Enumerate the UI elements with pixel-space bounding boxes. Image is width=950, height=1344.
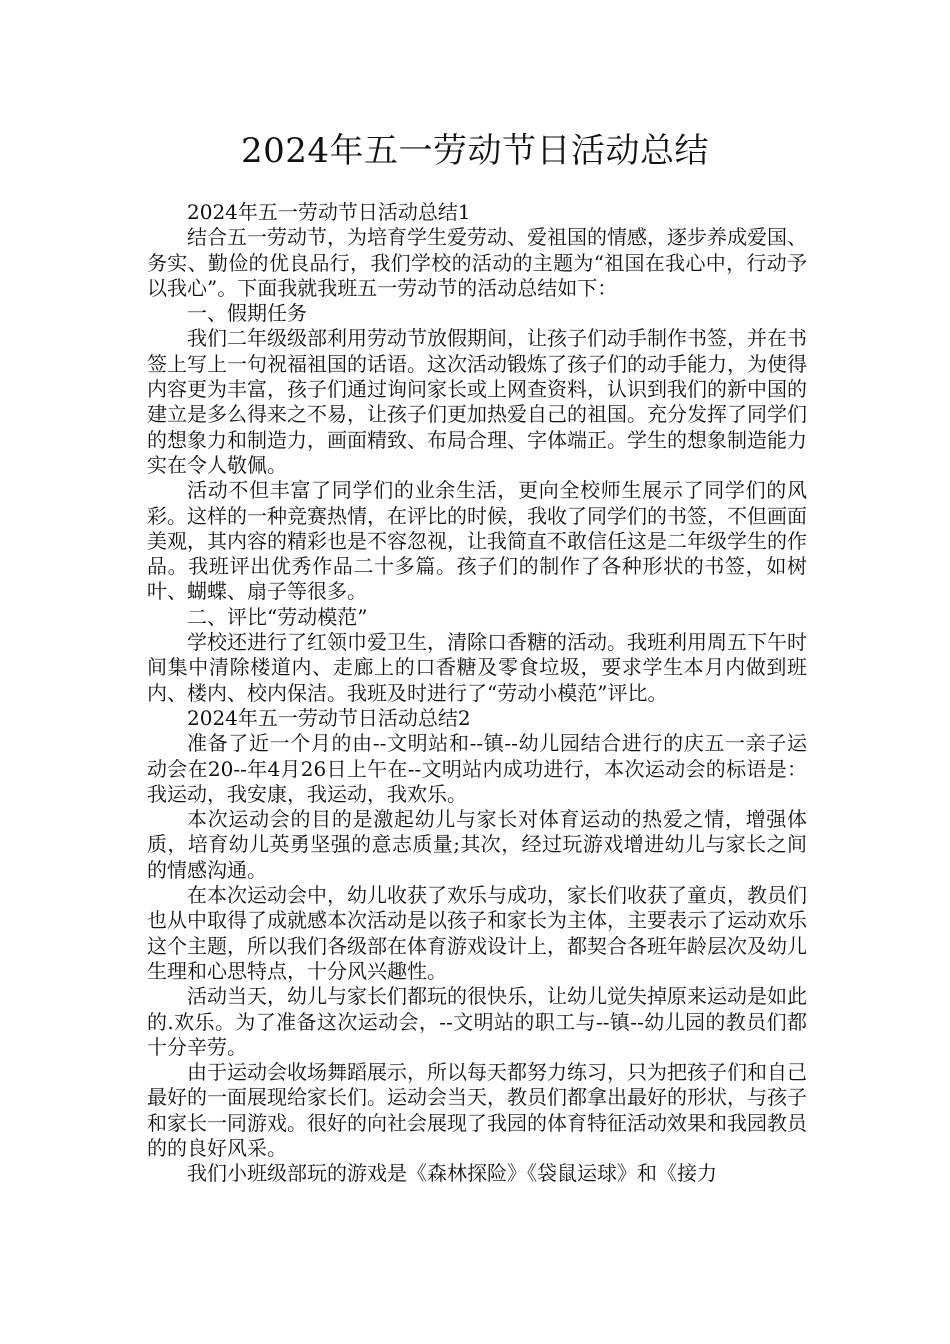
paragraph: 结合五一劳动节，为培育学生爱劳动、爱祖国的情感，逐步养成爱国、务实、勤俭的优良品行，我们学校的活动的主题为“祖国在我心中，行动予以我心”。下面我就我班五一劳动节的活动总结如下： (147, 225, 807, 300)
paragraph: 2024年五一劳动节日活动总结1 (187, 200, 471, 224)
paragraph: 活动当天，幼儿与家长们都玩的很快乐，让幼儿觉失掉原来运动是如此的.欢乐。为了准备这次运动会，--文明站的职工与--镇--幼儿园的教员们都十分辛劳。 (147, 984, 807, 1059)
document-title: 2024年五一劳动节日活动总结 (240, 131, 710, 171)
paragraph: 学校还进行了红领巾爱卫生，清除口香糖的活动。我班利用周五下午时间集中清除楼道内、走廊上的口香糖及零食垃圾，要求学生本月内做到班内、楼内、校内保洁。我班及时进行了“劳动小模范”评比。 (147, 630, 807, 705)
paragraph: 本次运动会的目的是激起幼儿与家长对体育运动的热爱之情，增强体质，培育幼儿英勇坚强的意志质量;其次，经过玩游戏增进幼儿与家长之间的情感沟通。 (147, 807, 807, 882)
paragraph: 由于运动会收场舞蹈展示，所以每天都努力练习，只为把孩子们和自己最好的一面展现给家长们。运动会当天，教员们都拿出最好的形状，与孩子和家长一同游戏。很好的向社会展现了我园的体育特征活动效果和我园教员的的良好风采。 (147, 1060, 807, 1160)
paragraph: 准备了近一个月的由--文明站和--镇--幼儿园结合进行的庆五一亲子运动会在20--年4月26日上午在--文明站内成功进行，本次运动会的标语是：我运动，我安康，我运动，我欢乐。 (147, 731, 807, 806)
paragraph: 我们小班级部玩的游戏是《森林探险》《袋鼠运球》和《接力 (187, 1161, 717, 1186)
paragraph: 我们二年级级部利用劳动节放假期间，让孩子们动手制作书签，并在书签上写上一句祝福祖国的话语。这次活动锻炼了孩子们的动手能力，为使得内容更为丰富，孩子们通过询问家长或上网查资料，认识到我们的新中国的建立是多么得来之不易，让孩子们更加热爱自己的祖国。充分发挥了同学们的想象力和制造力，画面精致、布局合理、字体端正。学生的想象制造能力实在令人敬佩。 (147, 326, 807, 477)
paragraph: 在本次运动会中，幼儿收获了欢乐与成功，家长们收获了童贞，教员们也从中取得了成就感本次活动是以孩子和家长为主体，主要表示了运动欢乐这个主题，所以我们各级部在体育游戏设计上，都契合各班年龄层次及幼儿生理和心思特点，十分风兴趣性。 (147, 883, 807, 983)
paragraph: 活动不但丰富了同学们的业余生活，更向全校师生展示了同学们的风彩。这样的一种竞赛热情，在评比的时候，我收了同学们的书签，不但画面美观，其内容的精彩也是不容忽视，让我简直不敢信任这是二年级学生的作品。我班评出优秀作品二十多篇。孩子们的制作了各种形状的书签，如树叶、蝴蝶、扇子等很多。 (147, 478, 807, 604)
section-heading: 一、假期任务 (187, 301, 307, 326)
document-body (147, 200, 807, 1187)
section-heading: 二、评比“劳动模范” (187, 604, 368, 629)
paragraph: 2024年五一劳动节日活动总结2 (187, 705, 471, 730)
